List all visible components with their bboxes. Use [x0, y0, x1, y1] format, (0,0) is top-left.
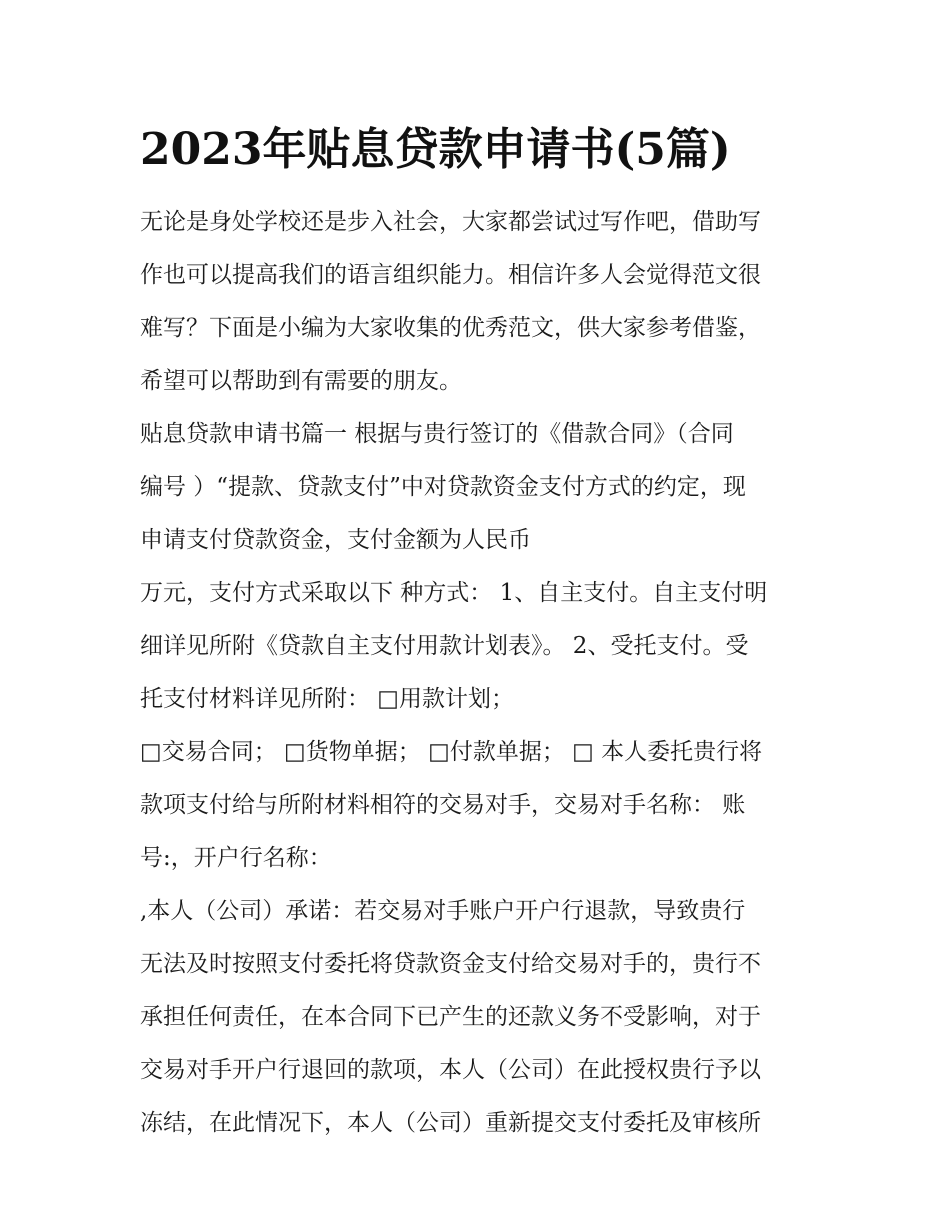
document-body — [140, 196, 820, 1150]
body-line: 难写？下面是小编为大家收集的优秀范文，供大家参考借鉴， — [140, 315, 761, 341]
body-line: 希望可以帮助到有需要的朋友。 — [140, 368, 462, 394]
document-title: 2023年贴息贷款申请书(5篇) — [140, 124, 731, 175]
body-line: 号:，开户行名称： — [140, 845, 332, 871]
body-line: 交易对手开户行退回的款项，本人（公司）在此授权贵行予以 — [140, 1057, 761, 1083]
body-line: 无论是身处学校还是步入社会，大家都尝试过写作吧，借助写 — [140, 209, 761, 235]
body-line: 无法及时按照支付委托将贷款资金支付给交易对手的，贵行不 — [140, 951, 761, 977]
body-line: 申请支付贷款资金，支付金额为人民币 — [140, 527, 531, 553]
body-line: 编号 ）“提款、贷款支付”中对贷款资金支付方式的约定，现 — [140, 474, 746, 500]
body-line: 托支付材料详见所附： □用款计划； — [140, 686, 515, 712]
body-line: 承担任何责任，在本合同下已产生的还款义务不受影响，对于 — [140, 1004, 761, 1030]
body-line: 作也可以提高我们的语言组织能力。相信许多人会觉得范文很 — [140, 262, 761, 288]
body-line: 冻结，在此情况下，本人（公司）重新提交支付委托及审核所 — [140, 1110, 761, 1136]
body-line: □交易合同； □货物单据； □付款单据； □ 本人委托贵行将 — [140, 739, 763, 765]
body-line: 万元，支付方式采取以下 种方式： 1、自主支付。自主支付明 — [140, 580, 768, 606]
body-line: 款项支付给与所附材料相符的交易对手，交易对手名称： 账 — [140, 792, 746, 818]
body-line: ,本人（公司）承诺：若交易对手账户开户行退款，导致贵行 — [140, 898, 746, 924]
body-line: 贴息贷款申请书篇一 根据与贵行签订的《借款合同》（合同 — [140, 421, 734, 447]
body-line: 细详见所附《贷款自主支付用款计划表》。 2、受托支付。受 — [140, 633, 749, 659]
